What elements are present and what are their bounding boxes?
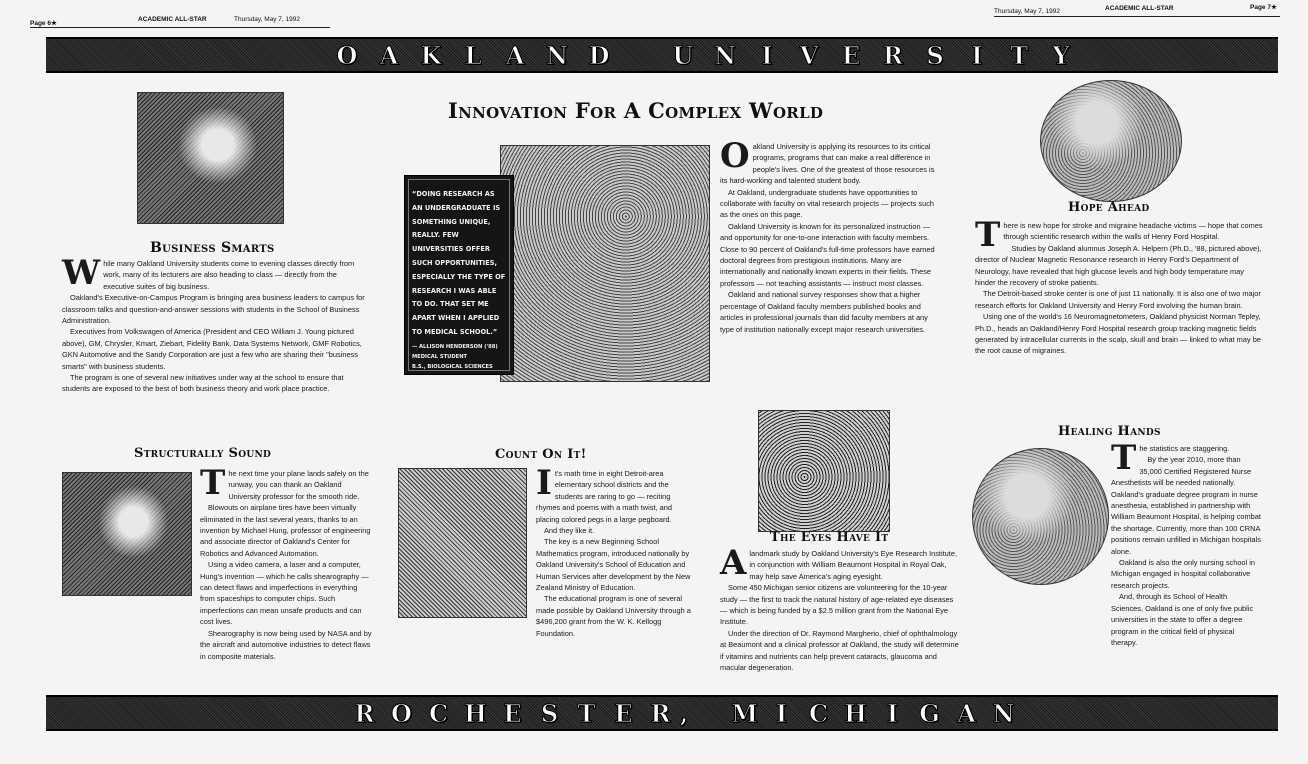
banner-letter: R bbox=[650, 698, 671, 728]
paragraph bbox=[720, 543, 960, 583]
drop-cap: T bbox=[975, 215, 1001, 255]
paragraph: The key is a new Beginning School Mathematics program, introduced nationally by Oakland University's School of Education and Human Services after development by the New Zealand Ministry of Education. bbox=[536, 537, 691, 593]
paragraph: The Detroit-based stroke center is one of just 11 nationally. It is also one of two major research efforts for Oakland University and Henry Ford involving the human brain. bbox=[975, 289, 1261, 310]
business-title: Business Smarts bbox=[150, 240, 275, 256]
banner-letter: E bbox=[614, 698, 633, 728]
banner-letter: A bbox=[505, 40, 525, 70]
paragraph: And they like it. bbox=[544, 526, 595, 536]
hope-article bbox=[975, 215, 1265, 357]
quote-text: “DOING RESEARCH AS AN UNDERGRADUATE IS SOMETHING UNIQUE, REALLY. FEW UNIVERSITIES OFFER SUCH OPPORTUNITIES, ESPECIALLY THE TYPE OF RESEARCH I WAS ABLE TO DO. THAT SET ME APART WHEN I APPLIED TO MEDICAL SCHOOL.” bbox=[412, 190, 506, 336]
banner-letter: H bbox=[844, 698, 867, 728]
paragraph: Studies by Oakland alumnus Joseph A. Helpern (Ph.D., '88, pictured above), director of Nuclear Magnetic Resonance research in Henry Ford's Department of Neurology, have revealed that high glucose levels and high body temperature may hinder the recovery of stroke patients. bbox=[975, 243, 1262, 288]
banner-letter: S bbox=[540, 698, 559, 728]
banner-letter: D bbox=[588, 40, 610, 70]
paragraph-text: landmark study by Oakland University's Eye Research Institute, in conjunction with William Beaumont Hospital in Royal Oak, may help save America's aging eyesight. bbox=[749, 549, 958, 581]
healing-article bbox=[1111, 438, 1261, 648]
banner-letter: H bbox=[464, 698, 487, 728]
banner-letter: T bbox=[1010, 40, 1028, 70]
banner-letter: E bbox=[841, 40, 861, 70]
nurse-photo bbox=[972, 448, 1109, 585]
drop-cap: I bbox=[536, 463, 552, 503]
rule-left bbox=[30, 27, 330, 28]
quote-degree: B.S., BIOLOGICAL SCIENCES bbox=[412, 363, 493, 370]
drop-cap: W bbox=[62, 253, 101, 293]
paragraph: The educational program is one of several made possible by Oakland University through a $496,200 grant from the W. K. Kellogg Foundation. bbox=[536, 594, 691, 638]
banner-letter: K bbox=[420, 40, 442, 70]
paragraph: Oakland is also the only nursing school in Michigan engaged in hospital collaborative research projects. bbox=[1111, 558, 1255, 590]
paragraph: The program is one of several new initiatives under way at the school to ensure that students are exposed to the best of both business theory and work place practice. bbox=[62, 373, 344, 394]
banner-letter: A bbox=[957, 698, 976, 728]
paragraph-text: akland University is applying its resources to its critical programs, programs that can make a real difference in people's lives. One of the greatest of those resources is its hard-working and talented student body. bbox=[720, 142, 935, 186]
paragraph: Oakland and national survey responses show that a higher percentage of Oakland faculty members published books and articles in professional journals than did faculty members at any type of institution nationally except major research universities. bbox=[720, 290, 928, 334]
main-title: Innovation For A Complex World bbox=[448, 98, 824, 123]
rule-right bbox=[994, 16, 1280, 17]
count-title: Count On It! bbox=[495, 447, 587, 462]
banner-letter: N bbox=[546, 40, 568, 70]
banner-letter: A bbox=[379, 40, 399, 70]
banner-letter: O bbox=[391, 698, 412, 728]
business-photo bbox=[137, 92, 284, 224]
business-article bbox=[62, 253, 370, 395]
banner-letter: G bbox=[919, 698, 940, 728]
pull-quote bbox=[404, 175, 514, 375]
date-left: Thursday, May 7, 1992 bbox=[234, 16, 300, 23]
paragraph: Oakland University is known for its personalized instruction — and opportunity for one-to-one interaction with faculty members. Close to 90 percent of Oakland's full-time professors have earned doctoral degrees from prestigious institutions. Many are internationally and nationally known experts in their fields. These professors — not teaching assistants — instruct most classes. bbox=[720, 221, 935, 288]
paragraph bbox=[536, 463, 696, 525]
section-name-left: ACADEMIC ALL-STAR bbox=[138, 16, 207, 23]
banner-letter: I bbox=[886, 698, 899, 728]
quote-role: MEDICAL STUDENT bbox=[412, 353, 468, 360]
banner-letter: I bbox=[761, 40, 773, 70]
paragraph: Under the direction of Dr. Raymond Margherio, chief of ophthalmology at Beaumont and a clinical professor at Oakland, the study will determine if vitamins and nutrients can help prevent cataracts, glaucoma and macular degeneration. bbox=[720, 628, 959, 673]
banner-letter: T bbox=[577, 698, 596, 728]
paragraph-text: here is new hope for stroke and migraine headache victims — hope that comes through scientific research within the walls of Henry Ford Hospital. bbox=[1003, 221, 1263, 242]
paragraph bbox=[720, 136, 935, 187]
eyes-title: The Eyes Have It bbox=[770, 530, 889, 545]
banner-letter: V bbox=[799, 40, 819, 70]
banner-letter: R bbox=[883, 40, 903, 70]
eye-exam-photo bbox=[758, 410, 890, 532]
banner-bottom bbox=[46, 695, 1278, 731]
banner-letter: S bbox=[926, 40, 944, 70]
paragraph-text: he next time your plane lands safely on the runway, you can thank an Oakland University professor for the smooth ride. bbox=[228, 469, 369, 501]
drop-cap: A bbox=[720, 543, 747, 583]
banner-letter: I bbox=[971, 40, 983, 70]
paragraph: At Oakland, undergraduate students have opportunities to collaborate with faculty on vital research projects — projects such as the ones on this page. bbox=[720, 187, 935, 220]
page-number-right: Page 7★ bbox=[1250, 4, 1277, 11]
paragraph bbox=[975, 215, 1265, 255]
child-photo bbox=[398, 468, 527, 618]
banner-letter: L bbox=[464, 40, 482, 70]
paragraph: By the year 2010, more than 35,000 Certified Registered Nurse Anesthetists will be needed nationally. Oakland's graduate degree program in nurse anesthesia, established in partnership with William Beaumont Hospital, is helping combat the shortage. Currently, more than 100 CRNA positions remain unfilled in Michigan hospitals alone. bbox=[1111, 455, 1261, 556]
banner-letter: C bbox=[808, 698, 829, 728]
paragraph bbox=[1111, 438, 1261, 478]
banner-letter: R bbox=[354, 698, 375, 728]
paragraph: Oakland's Executive-on-Campus Program is bringing area business leaders to campus for classroom talks and question-and-answer sessions with students in the School of Business Administration. bbox=[62, 293, 365, 326]
banner-letter: I bbox=[775, 698, 788, 728]
banner-letter: M bbox=[731, 698, 758, 728]
paragraph-text: he statistics are staggering. bbox=[1139, 444, 1230, 453]
page-number-left: Page 6★ bbox=[30, 20, 57, 27]
drop-cap: T bbox=[200, 463, 226, 503]
banner-top bbox=[46, 37, 1278, 73]
structural-article bbox=[200, 463, 372, 662]
quote-name: — ALLISON HENDERSON ('88) bbox=[412, 343, 498, 350]
date-right: Thursday, May 7, 1992 bbox=[994, 8, 1060, 15]
engineer-photo bbox=[62, 472, 192, 596]
main-article bbox=[720, 136, 935, 335]
paragraph: Executives from Volkswagen of America (President and CEO William J. Young pictured above), GM, Chrysler, Kmart, Ziebart, Fidelity Bank, Data Systems Network, GMF Robotics, GKN Automotive and the Sandy Corporation are just a few who are sharing their "business smarts" with business students. bbox=[62, 327, 362, 371]
banner-letter: E bbox=[503, 698, 522, 728]
paragraph: Using one of the world's 16 Neuromagnetometers, Oakland physicist Norman Tepley, Ph.D., heads an Oakland/Henry Ford Hospital research group tracking magnetic fields generated by intracellular currents in the scalp, skull and brain — linked to what may be the root cause of migraines. bbox=[975, 312, 1261, 356]
paragraph: Using a video camera, a laser and a computer, Hung's invention — which he calls shearography — can detect flaws and imperfections in everything from spaceships to computer chips. Such imperfections can mean unsafe products and can cost lives. bbox=[200, 560, 369, 627]
banner-letter: C bbox=[428, 698, 449, 728]
paragraph: Shearography is now being used by NASA and by the aircraft and automotive industries to detect flaws in composite materials. bbox=[200, 628, 372, 661]
student-photo bbox=[500, 145, 710, 382]
section-name-right: ACADEMIC ALL-STAR bbox=[1105, 5, 1174, 12]
banner-letter: Y bbox=[1052, 40, 1070, 70]
banner-letter: N bbox=[992, 698, 1015, 728]
paragraph-text: t's math time in eight Detroit-area elementary school districts and the students are raring to go — reciting rhymes and poems with a math twist, and placing colored pegs in a large pegboard. bbox=[536, 469, 672, 524]
banner-top-title bbox=[46, 39, 1278, 71]
banner-letter: O bbox=[336, 40, 358, 70]
paragraph: Blowouts on airplane tires have been virtually eliminated in the last several years, thanks to an invention by Michael Hung, professor of engineering and associate director of Oakland's Center for Robotics and Advanced Automation. bbox=[200, 503, 371, 558]
drop-cap: T bbox=[1111, 438, 1137, 478]
researcher-photo bbox=[1040, 80, 1182, 202]
banner-letter: , bbox=[679, 698, 689, 728]
count-article bbox=[536, 463, 696, 639]
banner-letter: U bbox=[672, 40, 694, 70]
paragraph bbox=[62, 253, 370, 293]
paragraph: Some 450 Michigan senior citizens are volunteering for the 10-year study — the first to track the natural history of age-related eye diseases — which is being funded by a $2.5 million grant from the National Eye Institute. bbox=[720, 583, 954, 627]
banner-letter: N bbox=[714, 40, 736, 70]
structural-title: Structurally Sound bbox=[134, 446, 272, 461]
drop-cap: O bbox=[720, 136, 750, 176]
paragraph: And, through its School of Health Sciences, Oakland is one of only five public universities in the state to offer a degree program in the critical field of physical therapy. bbox=[1111, 592, 1254, 647]
hope-title: Hope Ahead bbox=[1068, 200, 1150, 215]
eyes-article bbox=[720, 543, 960, 673]
paragraph bbox=[200, 463, 372, 503]
banner-bottom-title bbox=[46, 697, 1278, 729]
healing-title: Healing Hands bbox=[1058, 424, 1161, 439]
paragraph-text: hile many Oakland University students come to evening classes directly from work, many of its lecturers are also heading to class — directly from the executive suites of big business. bbox=[103, 259, 355, 291]
